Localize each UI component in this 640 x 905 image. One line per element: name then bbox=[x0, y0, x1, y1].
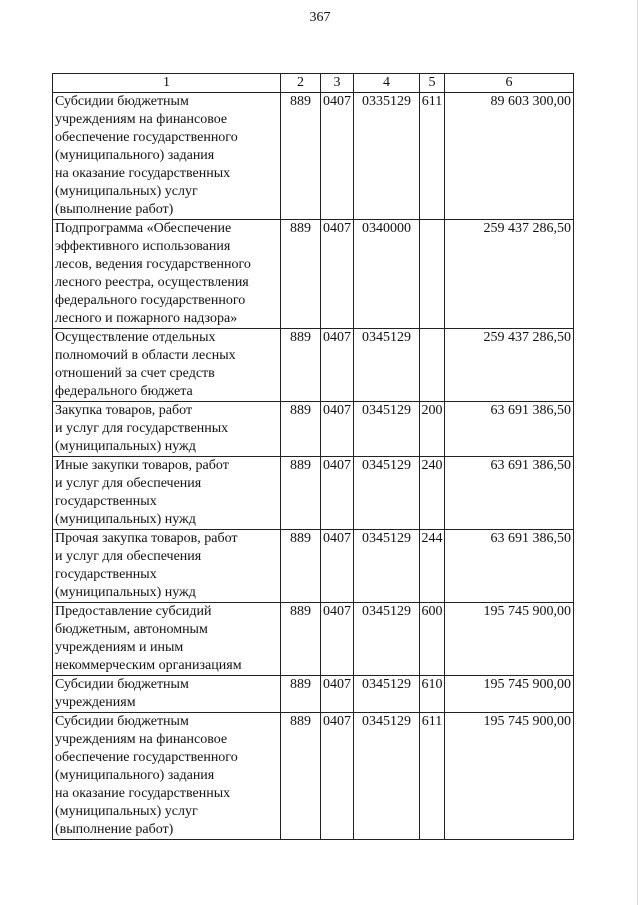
cell-expense-type bbox=[420, 603, 445, 676]
header-col-4: 4 bbox=[354, 74, 420, 93]
cell-name-text: Осуществление отдельных полномочий в области лесных отношений за счет средств федерального бюджета bbox=[55, 330, 236, 399]
cell-name-text: Субсидии бюджетным учреждениям на финансовое обеспечение государственного (муниципального) задания на оказание государственных (муниципальных) услуг (выполнение работ) bbox=[55, 94, 238, 217]
cell-section-code bbox=[321, 530, 354, 603]
header-col-5: 5 bbox=[420, 74, 445, 93]
table-row bbox=[53, 93, 574, 220]
cell-name-text: Прочая закупка товаров, работ и услуг для обеспечения государственных (муниципальных) нужд bbox=[55, 531, 238, 600]
cell-section-code-text: 0407 bbox=[323, 221, 351, 236]
cell-ministry-code-text: 889 bbox=[290, 604, 311, 619]
cell-ministry-code-text: 889 bbox=[290, 714, 311, 729]
page-number: 367 bbox=[309, 10, 331, 25]
cell-target-code bbox=[354, 530, 420, 603]
cell-ministry-code-text: 889 bbox=[290, 330, 311, 345]
cell-name bbox=[53, 603, 281, 676]
cell-ministry-code-text: 889 bbox=[290, 531, 311, 546]
cell-amount-text: 89 603 300,00 bbox=[490, 94, 571, 109]
cell-name-text: Закупка товаров, работ и услуг для государственных (муниципальных) нужд bbox=[55, 403, 229, 454]
header-col-6: 6 bbox=[445, 74, 574, 93]
cell-amount bbox=[445, 220, 574, 329]
cell-section-code-text: 0407 bbox=[323, 714, 351, 729]
table-row bbox=[53, 402, 574, 457]
cell-section-code bbox=[321, 329, 354, 402]
cell-name bbox=[53, 676, 281, 713]
cell-name bbox=[53, 713, 281, 840]
header-col-3: 3 bbox=[321, 74, 354, 93]
cell-section-code-text: 0407 bbox=[323, 604, 351, 619]
cell-expense-type-text: 240 bbox=[421, 458, 443, 473]
table-body bbox=[53, 93, 574, 840]
budget-table bbox=[52, 73, 574, 840]
cell-section-code-text: 0407 bbox=[323, 458, 351, 473]
cell-section-code bbox=[321, 457, 354, 530]
cell-name bbox=[53, 457, 281, 530]
cell-ministry-code-text: 889 bbox=[290, 403, 311, 418]
cell-section-code bbox=[321, 220, 354, 329]
cell-expense-type bbox=[420, 676, 445, 713]
cell-section-code bbox=[321, 603, 354, 676]
cell-amount bbox=[445, 603, 574, 676]
table-header bbox=[53, 74, 574, 93]
cell-target-code-text: 0345129 bbox=[362, 677, 411, 692]
cell-name bbox=[53, 329, 281, 402]
cell-ministry-code-text: 889 bbox=[290, 458, 311, 473]
cell-ministry-code bbox=[281, 220, 321, 329]
scan-edge-line bbox=[637, 0, 638, 905]
cell-amount-text: 63 691 386,50 bbox=[490, 531, 571, 546]
cell-section-code-text: 0407 bbox=[323, 531, 351, 546]
cell-name-text: Иные закупки товаров, работ и услуг для обеспечения государственных (муниципальных) нужд bbox=[55, 458, 229, 527]
cell-target-code-text: 0345129 bbox=[362, 458, 411, 473]
cell-name bbox=[53, 402, 281, 457]
table-row bbox=[53, 220, 574, 329]
cell-amount bbox=[445, 93, 574, 220]
cell-expense-type-text: 244 bbox=[421, 531, 443, 546]
table-row bbox=[53, 530, 574, 603]
cell-amount bbox=[445, 402, 574, 457]
cell-ministry-code bbox=[281, 402, 321, 457]
cell-section-code bbox=[321, 676, 354, 713]
cell-amount bbox=[445, 713, 574, 840]
cell-target-code bbox=[354, 93, 420, 220]
cell-section-code-text: 0407 bbox=[323, 677, 351, 692]
cell-target-code-text: 0345129 bbox=[362, 714, 411, 729]
cell-section-code bbox=[321, 402, 354, 457]
cell-expense-type bbox=[420, 220, 445, 329]
cell-amount bbox=[445, 676, 574, 713]
cell-target-code-text: 0335129 bbox=[362, 94, 411, 109]
cell-name bbox=[53, 220, 281, 329]
cell-ministry-code-text: 889 bbox=[290, 221, 311, 236]
cell-expense-type bbox=[420, 713, 445, 840]
cell-target-code bbox=[354, 402, 420, 457]
table-row bbox=[53, 457, 574, 530]
cell-section-code bbox=[321, 713, 354, 840]
cell-expense-type bbox=[420, 530, 445, 603]
cell-target-code-text: 0345129 bbox=[362, 531, 411, 546]
cell-expense-type-text: 610 bbox=[421, 677, 443, 692]
cell-ministry-code-text: 889 bbox=[290, 94, 311, 109]
cell-target-code bbox=[354, 457, 420, 530]
cell-name-text: Субсидии бюджетным учреждениям bbox=[55, 677, 189, 710]
cell-name-text: Подпрограмма «Обеспечение эффективного использования лесов, ведения государственного лесного реестра, осуществления федерального государственного лесного и пожарного надзора» bbox=[55, 221, 251, 326]
cell-ministry-code bbox=[281, 93, 321, 220]
cell-name bbox=[53, 530, 281, 603]
cell-amount-text: 195 745 900,00 bbox=[483, 677, 571, 692]
cell-name-text: Субсидии бюджетным учреждениям на финансовое обеспечение государственного (муниципального) задания на оказание государственных (муниципальных) услуг (выполнение работ) bbox=[55, 714, 238, 837]
table-row bbox=[53, 603, 574, 676]
cell-amount-text: 195 745 900,00 bbox=[483, 604, 571, 619]
cell-section-code bbox=[321, 93, 354, 220]
cell-expense-type-text: 611 bbox=[421, 94, 443, 109]
cell-expense-type bbox=[420, 93, 445, 220]
cell-ministry-code bbox=[281, 530, 321, 603]
cell-ministry-code bbox=[281, 329, 321, 402]
header-col-1: 1 bbox=[53, 74, 281, 93]
header-row bbox=[53, 74, 574, 93]
cell-section-code-text: 0407 bbox=[323, 403, 351, 418]
cell-section-code-text: 0407 bbox=[323, 330, 351, 345]
cell-target-code-text: 0345129 bbox=[362, 403, 411, 418]
cell-ministry-code-text: 889 bbox=[290, 677, 311, 692]
cell-amount-text: 195 745 900,00 bbox=[483, 714, 571, 729]
cell-target-code-text: 0340000 bbox=[362, 221, 411, 236]
table-row bbox=[53, 329, 574, 402]
cell-amount bbox=[445, 457, 574, 530]
cell-amount bbox=[445, 329, 574, 402]
cell-expense-type-text: 600 bbox=[421, 604, 443, 619]
cell-target-code-text: 0345129 bbox=[362, 330, 411, 345]
cell-amount-text: 259 437 286,50 bbox=[483, 330, 571, 345]
cell-amount-text: 63 691 386,50 bbox=[490, 403, 571, 418]
cell-expense-type bbox=[420, 402, 445, 457]
cell-name-text: Предоставление субсидий бюджетным, автономным учреждениям и иным некоммерческим организациям bbox=[55, 604, 242, 673]
cell-target-code bbox=[354, 676, 420, 713]
table-row bbox=[53, 713, 574, 840]
cell-amount-text: 63 691 386,50 bbox=[490, 458, 571, 473]
cell-target-code bbox=[354, 713, 420, 840]
cell-target-code bbox=[354, 329, 420, 402]
cell-section-code-text: 0407 bbox=[323, 94, 351, 109]
table-row bbox=[53, 676, 574, 713]
cell-amount-text: 259 437 286,50 bbox=[483, 221, 571, 236]
header-col-2: 2 bbox=[281, 74, 321, 93]
cell-name bbox=[53, 93, 281, 220]
cell-ministry-code bbox=[281, 603, 321, 676]
cell-ministry-code bbox=[281, 676, 321, 713]
cell-amount bbox=[445, 530, 574, 603]
cell-expense-type-text: 200 bbox=[421, 403, 443, 418]
cell-expense-type bbox=[420, 457, 445, 530]
cell-expense-type-text: 611 bbox=[421, 714, 443, 729]
cell-ministry-code bbox=[281, 713, 321, 840]
cell-target-code-text: 0345129 bbox=[362, 604, 411, 619]
cell-ministry-code bbox=[281, 457, 321, 530]
cell-target-code bbox=[354, 603, 420, 676]
cell-target-code bbox=[354, 220, 420, 329]
cell-expense-type bbox=[420, 329, 445, 402]
